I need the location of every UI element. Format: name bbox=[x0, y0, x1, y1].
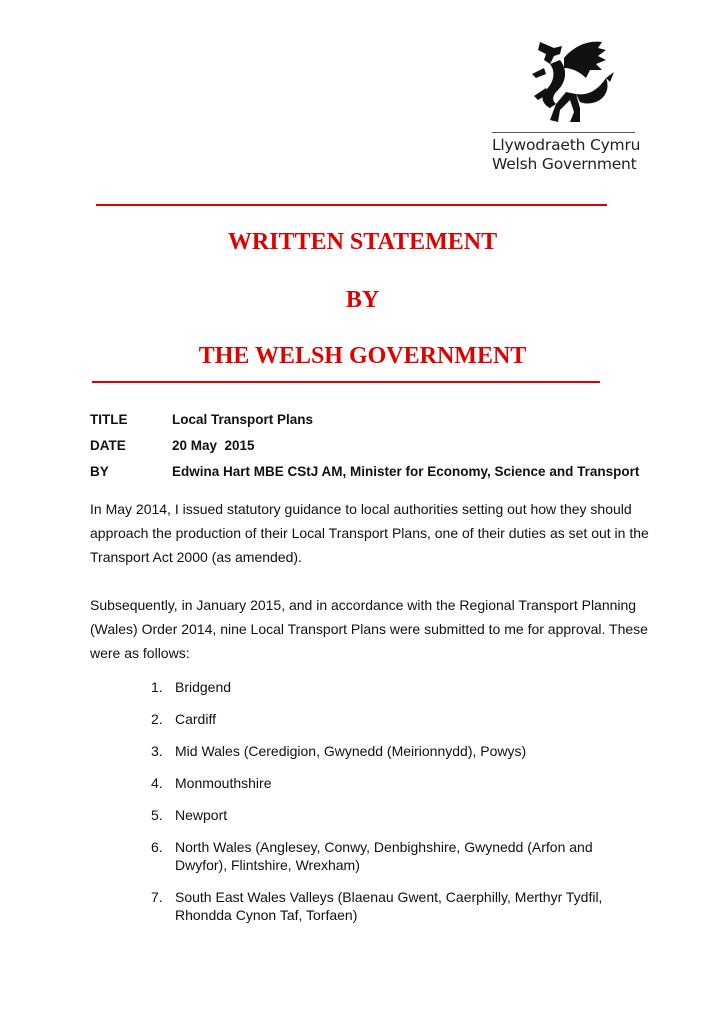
heading-line-3: THE WELSH GOVERNMENT bbox=[198, 343, 527, 369]
paragraph-1: In May 2014, I issued statutory guidance to local authorities setting out how they should approach the production of their Local Transport Plans, one of their duties as set out in the Transport Act 2000 (as amended). bbox=[90, 501, 649, 565]
list-item bbox=[90, 710, 650, 728]
list-text: Cardiff bbox=[175, 711, 216, 727]
welsh-dragon-icon bbox=[510, 38, 622, 126]
meta-key: TITLE bbox=[90, 411, 128, 427]
heading-line-1: WRITTEN STATEMENT bbox=[227, 229, 498, 255]
top-red-divider bbox=[96, 204, 607, 206]
welsh-government-logo bbox=[492, 38, 642, 174]
list-number: 7. bbox=[151, 889, 163, 905]
transport-plan-list bbox=[90, 678, 650, 938]
list-text: Newport bbox=[175, 807, 228, 823]
meta-key: BY bbox=[90, 463, 109, 479]
meta-row-date bbox=[90, 432, 639, 458]
list-text: North Wales (Anglesey, Conwy, Denbighshire, Gwynedd (Arfon and Dwyfor), Flintshire, Wrexham) bbox=[175, 839, 593, 873]
logo-text bbox=[492, 136, 642, 174]
list-text: South East Wales Valleys (Blaenau Gwent, Caerphilly, Merthyr Tydfil, Rhondda Cynon Taf, Torfaen) bbox=[175, 889, 603, 923]
list-item bbox=[90, 888, 650, 924]
list-text: Mid Wales (Ceredigion, Gwynedd (Meirionnydd), Powys) bbox=[175, 743, 527, 759]
list-number: 5. bbox=[151, 807, 163, 823]
list-item bbox=[90, 806, 650, 824]
list-item bbox=[90, 838, 650, 874]
heading-line-2: BY bbox=[345, 287, 380, 313]
meta-key: DATE bbox=[90, 437, 126, 453]
meta-row-title bbox=[90, 406, 639, 432]
bottom-red-divider bbox=[92, 381, 600, 383]
meta-value: 20 May 2015 bbox=[172, 437, 255, 453]
paragraph-2: Subsequently, in January 2015, and in accordance with the Regional Transport Planning (Wales) Order 2014, nine Local Transport Plans were submitted to me for approval. These were as follows: bbox=[90, 597, 648, 661]
meta-value: Local Transport Plans bbox=[172, 411, 314, 427]
list-number: 1. bbox=[151, 679, 163, 695]
list-text: Monmouthshire bbox=[175, 775, 272, 791]
list-number: 4. bbox=[151, 775, 163, 791]
list-number: 2. bbox=[151, 711, 163, 727]
list-text: Bridgend bbox=[175, 679, 232, 695]
list-number: 3. bbox=[151, 743, 163, 759]
list-item bbox=[90, 774, 650, 792]
list-item bbox=[90, 742, 650, 760]
list-item bbox=[90, 678, 650, 696]
list-number: 6. bbox=[151, 839, 163, 855]
meta-value: Edwina Hart MBE CStJ AM, Minister for Economy, Science and Transport bbox=[172, 463, 640, 479]
logo-line-welsh: Llywodraeth Cymru bbox=[492, 136, 641, 154]
logo-line-english: Welsh Government bbox=[492, 155, 637, 173]
meta-row-by bbox=[90, 458, 639, 484]
logo-divider bbox=[492, 132, 635, 133]
statement-metadata bbox=[90, 406, 639, 484]
